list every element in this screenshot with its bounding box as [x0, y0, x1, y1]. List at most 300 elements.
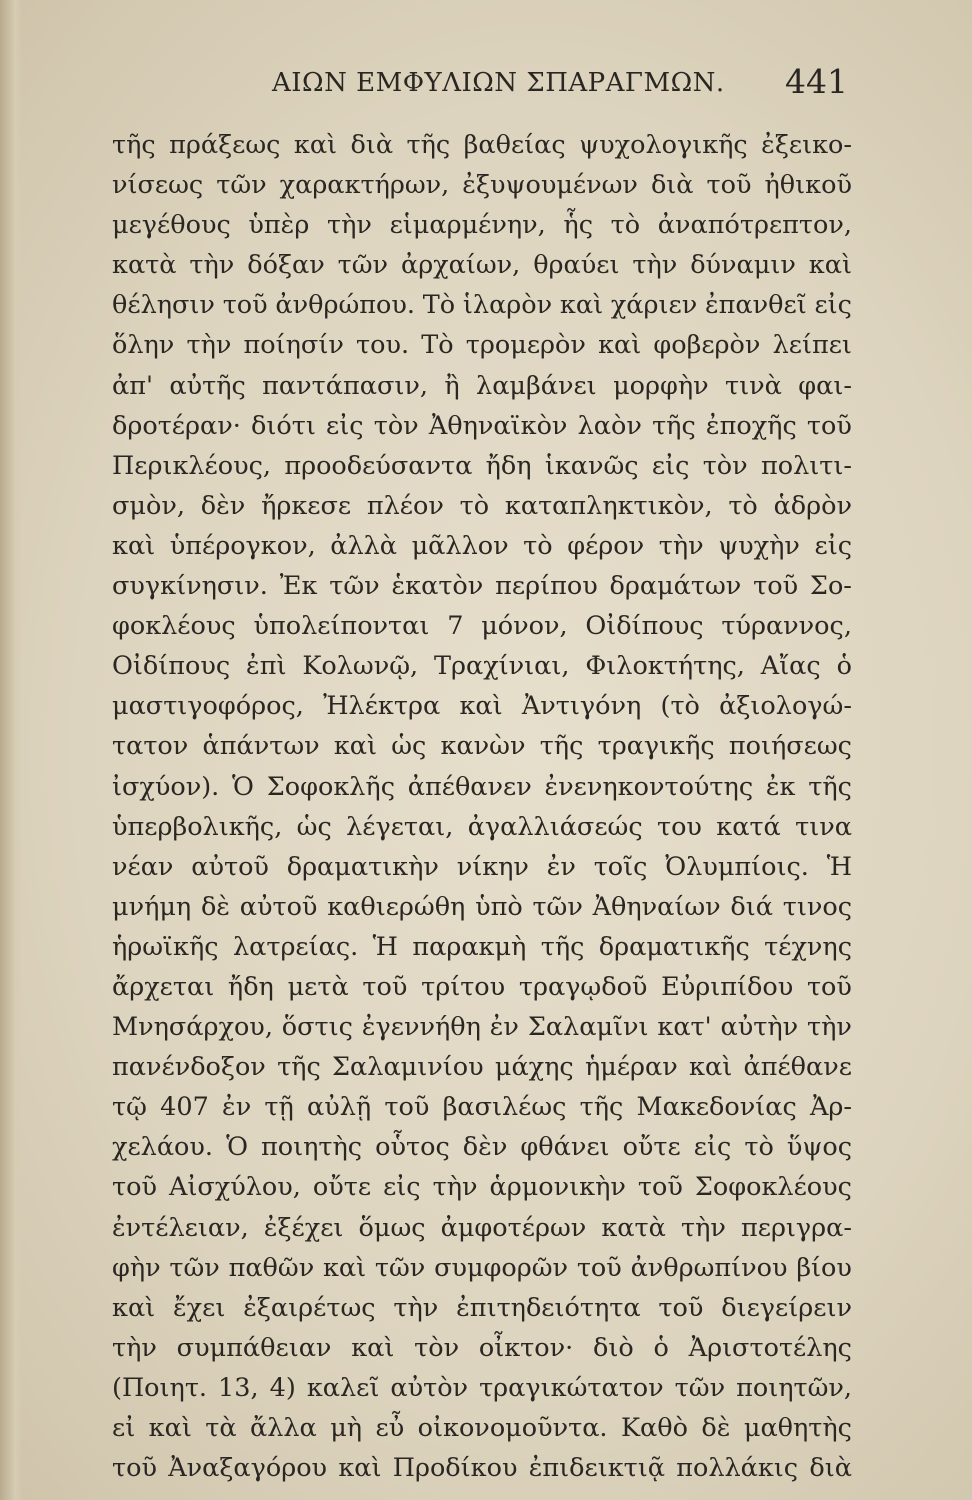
word: φθάνει — [520, 1132, 610, 1163]
word: του. — [356, 330, 410, 361]
word: φέρον — [567, 530, 645, 561]
word: περιγρα- — [740, 1212, 852, 1243]
word: Οἰδίπους — [585, 611, 704, 642]
text-line — [112, 1368, 852, 1408]
word: ἔχει — [173, 1292, 226, 1323]
text-line — [112, 887, 852, 927]
word: τὴν — [807, 1012, 852, 1043]
word: τῶν — [216, 170, 267, 201]
word: ἐπιτηδειότητα — [456, 1292, 641, 1323]
word: Ἀντιγόνη — [521, 691, 642, 722]
word: καὶ — [459, 691, 503, 722]
word: νίσεως — [112, 170, 204, 201]
text-line — [112, 1248, 852, 1288]
word: καὶ — [559, 290, 604, 321]
word: ἁρμονικὴν — [489, 1172, 626, 1203]
word: τύραννος, — [721, 611, 852, 642]
text-line — [112, 1047, 852, 1087]
word: Ὁ — [232, 771, 254, 802]
word: τῶν — [329, 571, 380, 602]
text-line — [112, 325, 852, 365]
word: θέλησιν — [112, 290, 215, 321]
word: προοδεύσαντα — [284, 450, 473, 481]
word: ἀπ' — [112, 370, 153, 401]
word: κατὰ — [601, 1212, 666, 1243]
text-line — [112, 1208, 852, 1248]
word: διὰ — [809, 1453, 852, 1484]
word: ἐξαιρέτως — [243, 1292, 376, 1323]
word: ἐξυψουμένων — [462, 170, 638, 201]
word: διὰ — [650, 170, 694, 201]
word: του — [656, 811, 702, 842]
word: ἱκανῶς — [544, 450, 639, 481]
word: τὸν — [373, 410, 419, 441]
word: 4) — [269, 1372, 296, 1403]
word: ἱλαρὸν — [462, 290, 553, 321]
word: εἰς — [693, 1132, 732, 1163]
word: διότι — [251, 410, 316, 441]
word: κατά — [716, 811, 781, 842]
word: Καθὸ — [620, 1413, 688, 1443]
word: ἐντέλειαν, — [112, 1212, 249, 1243]
word: ἐνενηκοντούτης — [544, 771, 754, 802]
text-line — [112, 1288, 852, 1328]
word: Ἀρ- — [809, 1092, 852, 1123]
word: τῆς — [808, 771, 852, 802]
word: τραγικῆς — [597, 731, 715, 762]
word: Ἀναξαγόρου — [168, 1453, 328, 1484]
word: Σοφοκλῆς — [266, 771, 395, 802]
word: τοῦ — [658, 1292, 704, 1323]
word: ἠθικοῦ — [764, 170, 852, 201]
word: δροτέραν· — [112, 410, 241, 441]
word: ἐγεννήθη — [361, 1012, 481, 1043]
word: νίκην — [456, 851, 529, 882]
word: Αἰσχύλου, — [168, 1172, 301, 1203]
word: καὶ — [293, 130, 338, 160]
word: Ὀλυμπίοις. — [665, 851, 809, 882]
word: βασιλέως — [442, 1092, 567, 1123]
word: τῆς — [540, 931, 585, 962]
word: φοκλέους — [112, 611, 236, 642]
word: λέγεται, — [346, 811, 454, 842]
word: εἰ — [112, 1413, 136, 1443]
word: Αἴας — [760, 651, 821, 682]
text-line — [112, 967, 852, 1007]
word: ὁ — [836, 651, 852, 682]
text-line — [112, 205, 852, 245]
word: ἄλλα — [250, 1413, 317, 1443]
text-line — [112, 1408, 852, 1448]
word: συγκίνησιν. — [112, 571, 268, 602]
word: Σοφοκλέους — [694, 1172, 852, 1203]
text-line — [112, 486, 852, 526]
word: τῇ — [264, 1092, 294, 1123]
word: οἶκτον· — [478, 1332, 574, 1363]
text-line — [112, 767, 852, 807]
word: ὡς — [296, 811, 332, 842]
word: ἀνθρώπου. — [275, 290, 415, 321]
word: καὶ — [333, 731, 377, 762]
text-line — [112, 1448, 852, 1488]
word: παρακμὴ — [412, 931, 527, 962]
word: ὅμως — [358, 1212, 426, 1243]
word: βίου — [796, 1252, 852, 1283]
text-line — [112, 406, 852, 446]
word: εἰς — [814, 290, 852, 321]
word: διεγείρειν — [721, 1292, 852, 1323]
word: τοῦ — [753, 571, 799, 602]
word: 407 — [160, 1092, 209, 1123]
word: τέχνης — [764, 931, 852, 962]
text-line — [112, 1007, 852, 1047]
word: δὲ — [701, 1413, 731, 1443]
word: δόξαν — [247, 250, 325, 281]
word: ἐπανθεῖ — [704, 290, 807, 321]
word: τῶν — [374, 1252, 426, 1283]
word: ποιητὴς — [261, 1132, 363, 1163]
text-line — [112, 366, 852, 406]
word: οὔτε — [622, 1132, 681, 1163]
word: αὐτῆς — [169, 370, 246, 401]
word: (Ποιητ. — [112, 1372, 208, 1403]
word: τῶν — [169, 1252, 220, 1283]
word: τοῦ — [637, 1172, 683, 1203]
text-line — [112, 285, 852, 325]
word: Ὁ — [226, 1132, 248, 1163]
word: διὸ — [593, 1332, 634, 1363]
word: Μνησάρχου, — [112, 1012, 273, 1043]
word: Ἀριστοτέλης — [688, 1332, 852, 1363]
word: ἐν — [489, 1012, 519, 1043]
word: οὔτε — [312, 1172, 372, 1203]
word: Ἀθηναϊκὸν — [428, 410, 568, 441]
word: κατ' — [657, 1012, 712, 1043]
text-line — [112, 1167, 852, 1207]
word: τῆς — [112, 130, 156, 160]
word: θραύει — [533, 250, 620, 281]
word: πολιτι- — [760, 450, 852, 481]
word: περίπου — [495, 571, 598, 602]
word: τῆς — [406, 130, 451, 160]
page-binding-edge — [0, 0, 22, 1500]
word: τρίτου — [421, 971, 506, 1002]
word: καλεῖ — [306, 1372, 380, 1403]
word: ποιητῶν, — [736, 1372, 852, 1403]
word: λαὸν — [577, 410, 642, 441]
word: (τὸ — [660, 691, 700, 722]
text-line — [112, 526, 852, 566]
word: λατρείας. — [232, 931, 359, 962]
word: κατὰ — [112, 250, 177, 281]
text-line — [112, 847, 852, 887]
word: εὖ — [375, 1413, 405, 1443]
word: τινος — [782, 891, 852, 922]
word: ἑκατὸν — [391, 571, 484, 602]
word: νέαν — [112, 851, 174, 882]
word: Φιλοκτήτης, — [585, 651, 745, 682]
word: τῶν — [532, 891, 583, 922]
word: τῷ — [112, 1092, 147, 1123]
word: Εὐριπίδου — [661, 971, 794, 1002]
word: Σαλαμῖνι — [527, 1012, 649, 1043]
word: βαθείας — [463, 130, 566, 160]
word: Ἀθηναίων — [592, 891, 721, 922]
word: συμπάθειαν — [176, 1332, 332, 1363]
word: τῆς — [277, 1052, 321, 1083]
word: μόνον, — [481, 611, 568, 642]
word: αὐτὸν — [390, 1372, 469, 1403]
word: Τὸ — [422, 290, 456, 321]
word: εἱμαρμένην, — [389, 210, 546, 241]
word: τοῦ — [112, 1453, 157, 1484]
text-line — [112, 245, 852, 285]
text-line — [112, 1087, 852, 1127]
text-line — [112, 807, 852, 847]
word: 13, — [218, 1372, 259, 1403]
word: πανένδοξον — [112, 1052, 266, 1083]
word: ἢ — [444, 370, 460, 401]
text-line — [112, 1127, 852, 1167]
word: καὶ — [598, 330, 642, 361]
word: αὐλῇ — [307, 1092, 372, 1123]
word: Μακεδονίας — [636, 1092, 797, 1123]
word: ὡς — [391, 731, 427, 762]
word: τοῖς — [593, 851, 648, 882]
word: Σο- — [809, 571, 852, 602]
word: τοῦ — [112, 1172, 157, 1203]
word: τὴν — [186, 330, 232, 361]
word: ὑπολείπονται — [253, 611, 430, 642]
word: τὴν — [189, 250, 235, 281]
word: ἀπέθανε — [743, 1052, 852, 1083]
word: δὲν — [462, 1132, 508, 1163]
word: ὑπὸ — [475, 891, 523, 922]
word: τὸ — [744, 1132, 774, 1163]
word: καὶ — [689, 1052, 733, 1083]
word: ἐξεικο- — [761, 130, 852, 160]
word: τρομερὸν — [465, 330, 586, 361]
word: ἐποχῆς — [705, 410, 797, 441]
word: τοῦ — [706, 170, 752, 201]
word: τῆς — [539, 731, 584, 762]
word: ἀγαλλιάσεώς — [467, 811, 643, 842]
word: τραγικώτατον — [479, 1372, 664, 1403]
word: Ἐκ — [279, 571, 318, 602]
word: τὰ — [205, 1413, 237, 1443]
word: ὑπὲρ — [248, 210, 310, 241]
running-head: ΑΙΩΝ ΕΜΦΥΛΙΩΝ ΣΠΑΡΑΓΜΩΝ. — [272, 68, 725, 98]
word: δύναμιν — [690, 250, 796, 281]
word: ἀναπότρεπτον, — [657, 210, 852, 241]
word: ἀνθρωπίνου — [630, 1252, 788, 1283]
word: τοῦ — [222, 290, 268, 321]
text-line — [112, 606, 852, 646]
word: τοῦ — [806, 410, 852, 441]
word: τῶν — [674, 1372, 726, 1403]
word: ἤρκεσε — [261, 490, 352, 521]
word: τατον — [112, 731, 189, 762]
word: Ἡ — [826, 851, 852, 882]
word: καὶ — [148, 1413, 192, 1443]
word: κανὼν — [440, 731, 526, 762]
word: ψυχολογικῆς — [579, 130, 748, 160]
word: ἐν — [222, 1092, 252, 1123]
word: τὸ — [728, 490, 758, 521]
word: τῆς — [579, 1092, 624, 1123]
word: αὐτοῦ — [239, 891, 318, 922]
word: μορφὴν — [613, 370, 709, 401]
word: ὅστις — [281, 1012, 353, 1043]
word: τοῦ — [384, 1092, 430, 1123]
word: καθιερώθη — [327, 891, 466, 922]
word: τῶν — [337, 250, 389, 281]
word: ἀξιολογώ- — [719, 691, 852, 722]
word: ψυχὴν — [718, 530, 800, 561]
word: ὁ — [653, 1332, 669, 1363]
word: διὰ — [350, 130, 394, 160]
word: δὲ — [200, 891, 230, 922]
word: Σαλαμινίου — [332, 1052, 484, 1083]
word: καταπληκτικὸν, — [504, 490, 713, 521]
word: εἰς — [651, 450, 690, 481]
word: καὶ — [112, 530, 156, 561]
word: χαρακτήρων, — [279, 170, 450, 201]
word: ὅλην — [112, 330, 175, 361]
word: φοβερὸν — [653, 330, 761, 361]
word: οὗτος — [375, 1132, 450, 1163]
word: ἐπιδεικτιᾷ — [528, 1453, 665, 1484]
word: πλέον — [366, 490, 444, 521]
word: τὸ — [459, 490, 490, 521]
word: ποίησίν — [243, 330, 344, 361]
word: τοῦ — [576, 1252, 622, 1283]
word: Ἠλέκτρα — [323, 691, 441, 722]
word: ἤδη — [485, 450, 532, 481]
word: εἰς — [326, 410, 364, 441]
word: ἡρωϊκῆς — [112, 931, 219, 962]
word: Οἰδίπους — [112, 651, 231, 682]
page-number: 441 — [785, 62, 848, 101]
word: παθῶν — [228, 1252, 315, 1283]
word: καὶ — [112, 1292, 156, 1323]
word: καὶ — [808, 250, 852, 281]
word: δραματικὴν — [286, 851, 439, 882]
word: ὕψος — [786, 1132, 852, 1163]
word: μαστιγοφόρος, — [112, 691, 304, 722]
word: δραμάτων — [609, 571, 742, 602]
word: εἰς — [814, 530, 852, 561]
text-line — [112, 726, 852, 766]
word: καὶ — [351, 1332, 395, 1363]
word: πολλάκις — [676, 1453, 799, 1484]
word: τὸ — [610, 210, 641, 241]
word: τὴν — [393, 1292, 439, 1323]
word: ὑπερβολικῆς, — [112, 811, 283, 842]
word: λείπει — [772, 330, 852, 361]
word: χάριεν — [610, 290, 698, 321]
word: τὴν — [658, 530, 704, 561]
word: ἁδρὸν — [773, 490, 852, 521]
word: τῆς — [652, 410, 696, 441]
word: ἤδη — [227, 971, 274, 1002]
word: ὑπέρογκον, — [169, 530, 316, 561]
word: τὴν — [327, 210, 372, 241]
text-line — [112, 125, 852, 165]
word: τοῦ — [362, 971, 408, 1002]
word: μάχης — [494, 1052, 574, 1083]
word: λαμβάνει — [476, 370, 597, 401]
word: τὴν — [680, 1212, 726, 1243]
word: μεγέθους — [112, 210, 231, 241]
word: 7 — [447, 611, 464, 642]
word: τὴν — [432, 1172, 478, 1203]
page-header — [112, 62, 852, 106]
word: Προδίκου — [392, 1453, 518, 1484]
word: τὴν — [112, 1332, 157, 1363]
text-line — [112, 686, 852, 726]
word: μᾶλλον — [411, 530, 509, 561]
text-line — [112, 566, 852, 606]
word: Κολωνῷ, — [302, 651, 419, 682]
word: τὴν — [632, 250, 678, 281]
text-line — [112, 165, 852, 205]
word: ἧς — [563, 210, 593, 241]
word: Περικλέους, — [112, 450, 271, 481]
word: ἐκ — [765, 771, 796, 802]
word: καὶ — [338, 1453, 382, 1484]
word: συμφορῶν — [434, 1252, 569, 1283]
word: τὸν — [414, 1332, 460, 1363]
text-line — [112, 646, 852, 686]
word: εἰς — [383, 1172, 421, 1203]
word: ἀρχαίων, — [400, 250, 521, 281]
word: σμὸν, — [112, 490, 185, 521]
word: μετὰ — [287, 971, 349, 1002]
word: ἰσχύον). — [112, 771, 220, 802]
word: ἐν — [546, 851, 576, 882]
word: ἁπάντων — [202, 731, 320, 762]
word: τὸν — [702, 450, 748, 481]
word: ἀλλὰ — [330, 530, 398, 561]
word: ἄρχεται — [112, 971, 215, 1002]
word: αὐτὴν — [720, 1012, 799, 1043]
word: μνήμη — [112, 891, 192, 922]
word: ἐξέχει — [263, 1212, 344, 1243]
word: αὐτοῦ — [191, 851, 269, 882]
word: ποιήσεως — [728, 731, 852, 762]
word: φὴν — [112, 1252, 161, 1283]
word: τινὰ — [725, 370, 782, 401]
word: Τραχίνιαι, — [434, 651, 570, 682]
word: χελάου. — [112, 1132, 214, 1163]
text-line — [112, 1328, 852, 1368]
word: Τὸ — [421, 330, 454, 361]
word: ἡμέραν — [584, 1052, 678, 1083]
word: πράξεως — [169, 130, 281, 160]
word: φαι- — [798, 370, 852, 401]
word: μαθητὴς — [743, 1413, 852, 1443]
word: ἀπέθανεν — [407, 771, 532, 802]
word: τινα — [795, 811, 852, 842]
word: διά — [730, 891, 773, 922]
word: Ἡ — [372, 931, 398, 962]
word: καὶ — [322, 1252, 367, 1283]
word: τοῦ — [806, 971, 852, 1002]
word: δραματικῆς — [598, 931, 750, 962]
word: μὴ — [330, 1413, 363, 1443]
text-line — [112, 927, 852, 967]
